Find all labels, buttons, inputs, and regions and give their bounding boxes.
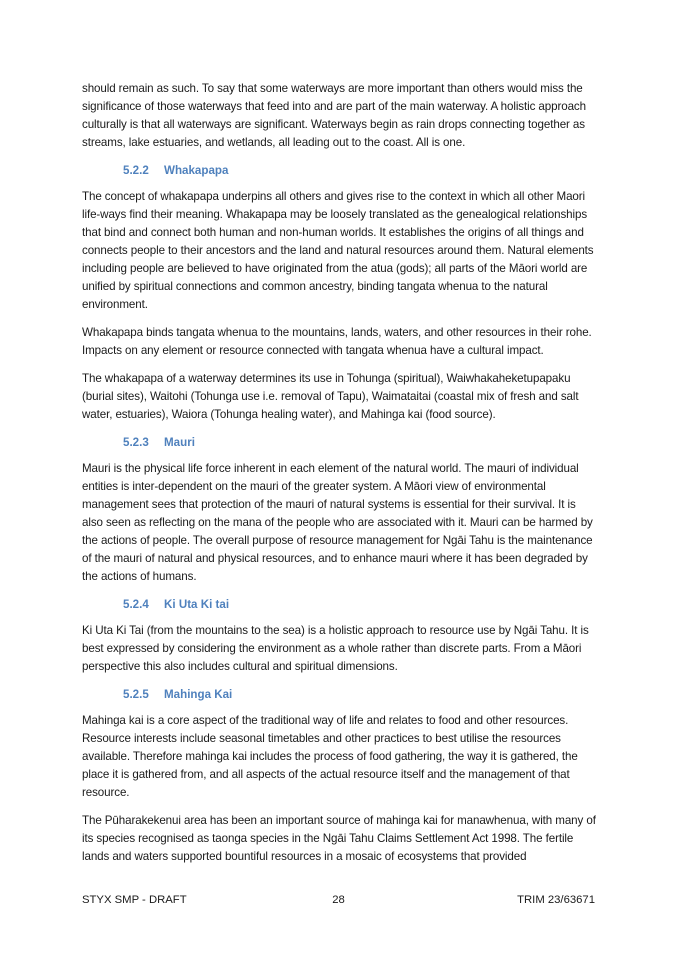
section-heading-whakapapa: [82, 162, 597, 180]
section-title: Ki Uta Ki tai: [164, 598, 230, 611]
section-title: Whakapapa: [164, 164, 229, 177]
section-heading-mauri: [82, 434, 597, 452]
section-number: 5.2.4: [123, 598, 149, 611]
section-heading-ki-uta-ki-tai: [82, 596, 597, 614]
paragraph: The Pūharakekenui area has been an important source of mahinga kai for manawhenua, with many of its species recognised as taonga species in the Ngāi Tahu Claims Settlement Act 1998. The fertile lands and waters supported bountiful resources in a mosaic of ecosystems that provided: [82, 814, 596, 863]
paragraph: Whakapapa binds tangata whenua to the mountains, lands, waters, and other resources in their rohe. Impacts on any element or resource connected with tangata whenua have a cultural impact.: [82, 326, 592, 357]
section-heading-mahinga-kai: [82, 686, 597, 704]
document-page: [82, 80, 597, 876]
paragraph: Mahinga kai is a core aspect of the traditional way of life and relates to food and other resources. Resource interests include seasonal timetables and other practices to best utilise the resources available. Therefore mahinga kai includes the process of food gathering, the way it is gathered, the place it is gathered from, and all aspects of the actual resource itself and the management of that resource.: [82, 714, 578, 799]
footer-document-title: STYX SMP - DRAFT: [82, 894, 187, 906]
section-number: 5.2.2: [123, 164, 149, 177]
section-title: Mauri: [164, 436, 195, 449]
paragraph: The whakapapa of a waterway determines its use in Tohunga (spiritual), Waiwhakaheketupapaku (burial sites), Waitohi (Tohunga use i.e. removal of Tapu), Waimataitai (coastal mix of fresh and salt water, estuaries), Waiora (Tohunga healing water), and Mahinga kai (food source).: [82, 372, 579, 421]
section-number: 5.2.3: [123, 436, 149, 449]
footer-page-number: 28: [332, 894, 345, 906]
section-title: Mahinga Kai: [164, 688, 233, 701]
paragraph: The concept of whakapapa underpins all others and gives rise to the context in which all other Maori life-ways find their meaning. Whakapapa may be loosely translated as the genealogical relationships that bind and connect both human and non-human worlds. It establishes the origins of all things and connects people to their ancestors and the land and natural resources around them. Natural elements including people are believed to have originated from the atua (gods); all parts of the Māori world are unified by spiritual connections and common ancestry, binding tangata whenua to the natural environment.: [82, 190, 594, 311]
paragraph: Mauri is the physical life force inherent in each element of the natural world. The mauri of individual entities is inter-dependent on the mauri of the greater system. A Māori view of environmental management sees that protection of the mauri of natural systems is essential for their survival. It is also seen as reflecting on the mana of the people who are associated with it. Mauri can be harmed by the actions of people. The overall purpose of resource management for Ngāi Tahu is the maintenance of the mauri of natural and physical resources, and to enhance mauri where it has been degraded by the actions of humans.: [82, 462, 593, 583]
section-number: 5.2.5: [123, 688, 149, 701]
paragraph: Ki Uta Ki Tai (from the mountains to the sea) is a holistic approach to resource use by Ngāi Tahu. It is best expressed by considering the environment as a whole rather than discrete parts. From a Māori perspective this also includes cultural and spiritual dimensions.: [82, 624, 589, 673]
footer-trim-reference: TRIM 23/63671: [517, 894, 595, 906]
paragraph-intro: should remain as such. To say that some waterways are more important than others would miss the significance of those waterways that feed into and are part of the main waterway. A holistic approach culturally is that all waterways are significant. Waterways begin as rain drops connecting together as streams, lake estuaries, and wetlands, all leading out to the coast. All is one.: [82, 82, 586, 149]
